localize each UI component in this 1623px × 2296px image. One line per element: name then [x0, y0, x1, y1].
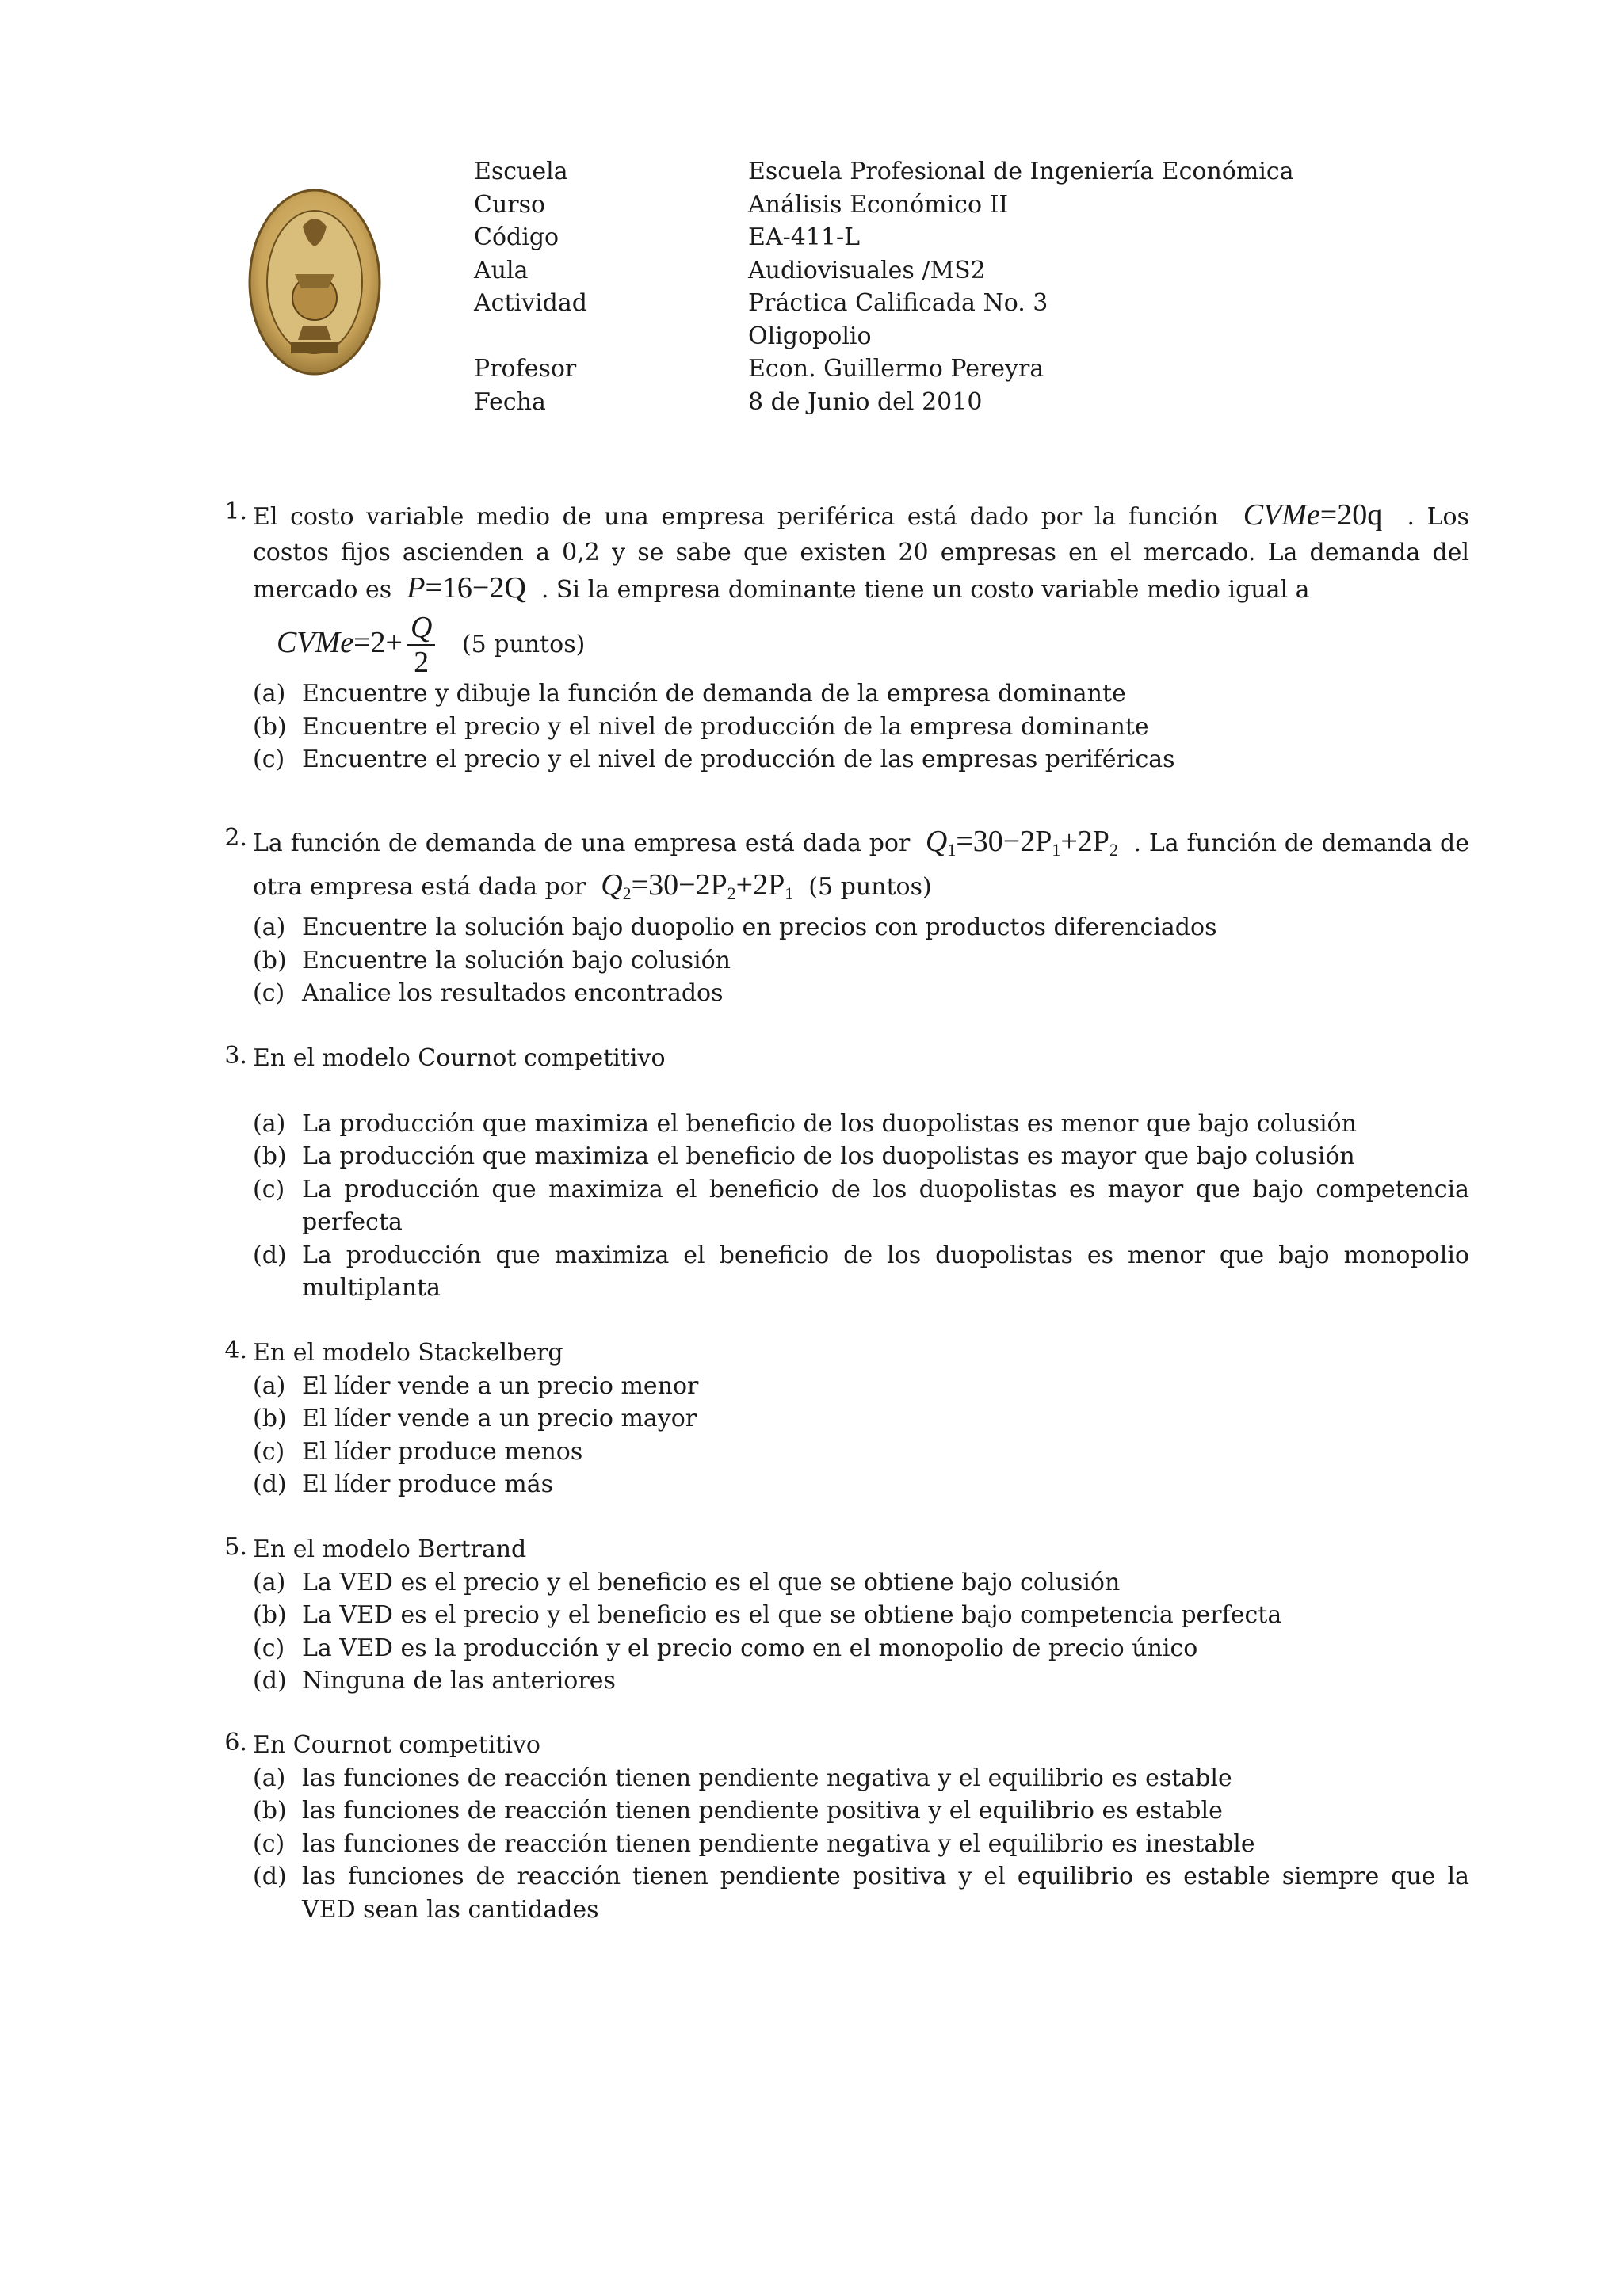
header-row [474, 221, 1294, 254]
option-item [253, 1828, 1469, 1861]
header-row [474, 353, 1294, 386]
option-item [253, 1632, 1469, 1665]
option-label: (d) [253, 1863, 287, 1890]
formula-demand-2: $Q_2=30-2P_2+2P_1$ [601, 868, 794, 903]
option-text: las funciones de reacción tienen pendiente positiva y el equilibrio es estable [302, 1797, 1223, 1825]
header-key: Escuela [474, 158, 568, 185]
options-list [253, 1566, 1469, 1698]
option-label: (b) [253, 1405, 287, 1432]
option-label: (b) [253, 712, 287, 741]
option-text: Encuentre el precio y el nivel de producción de las empresas periféricas [302, 746, 1175, 773]
option-label: (c) [253, 746, 285, 773]
university-seal-logo [247, 187, 382, 377]
question-3 [208, 1042, 1469, 1305]
option-label: (c) [253, 979, 285, 1007]
option-item [253, 677, 1469, 711]
option-text: Ninguna de las anteriores [302, 1667, 616, 1695]
question-6 [208, 1729, 1469, 1926]
option-item [253, 1140, 1469, 1173]
header-row [474, 189, 1294, 222]
formula-line [253, 612, 1469, 677]
question-number: 5. [224, 1533, 247, 1561]
option-item [253, 1665, 1469, 1698]
header-value: Econ. Guillermo Pereyra [748, 355, 1044, 383]
option-item [253, 1402, 1469, 1436]
option-text: El líder produce menos [302, 1437, 583, 1466]
option-text: La VED es el precio y el beneficio es el que se obtiene bajo competencia perfecta [302, 1601, 1282, 1629]
formula-demand-1: $Q_1=30-2P_1+2P_2$ [925, 825, 1118, 860]
question-number: 2. [224, 824, 247, 852]
question-text: En Cournot competitivo [253, 1731, 540, 1759]
header-row [474, 287, 1294, 320]
option-label: (b) [253, 946, 287, 974]
option-text: Encuentre la solución bajo colusión [302, 946, 731, 974]
option-label: (a) [253, 1371, 286, 1400]
option-text: las funciones de reacción tienen pendiente negativa y el equilibrio es inestable [302, 1829, 1255, 1858]
option-item [253, 743, 1469, 776]
option-label: (a) [253, 1764, 286, 1792]
option-label: (a) [253, 913, 286, 941]
option-item [253, 1762, 1469, 1795]
header-value: Escuela Profesional de Ingeniería Económica [748, 158, 1294, 185]
option-item [253, 1599, 1469, 1632]
option-label: (c) [253, 1175, 285, 1203]
header-value: EA-411-L [748, 223, 861, 251]
question-text-part: La función de demanda de una empresa está dada por [253, 830, 911, 857]
option-text: La producción que maximiza el beneficio de los duopolistas es menor que bajo colusión [302, 1109, 1357, 1138]
header-row [474, 254, 1294, 288]
option-label: (a) [253, 1109, 286, 1138]
header-row [474, 155, 1294, 189]
header-key: Actividad [474, 289, 587, 317]
question-text-part: El costo variable medio de una empresa periférica está dado por la función [253, 503, 1219, 531]
option-text: La VED es la producción y el precio como en el monopolio de precio único [302, 1634, 1198, 1662]
option-label: (d) [253, 1667, 287, 1695]
question-number: 4. [224, 1337, 247, 1364]
option-label: (a) [253, 680, 286, 707]
options-list [253, 1108, 1469, 1305]
options-list [253, 911, 1469, 1010]
question-text: En el modelo Cournot competitivo [253, 1044, 666, 1072]
question-number: 1. [224, 498, 247, 525]
question-text: En el modelo Stackelberg [253, 1339, 563, 1367]
option-text: El líder vende a un precio mayor [302, 1405, 697, 1432]
option-item [253, 711, 1469, 744]
header-key: Aula [474, 256, 529, 284]
option-text: Encuentre y dibuje la función de demanda de la empresa dominante [302, 680, 1126, 707]
formula-demand: P=16−2Q [407, 571, 526, 605]
option-text: La producción que maximiza el beneficio de los duopolistas es menor que bajo monopolio multiplanta [302, 1241, 1469, 1302]
question-text [253, 498, 1469, 608]
option-text: La VED es el precio y el beneficio es el que se obtiene bajo colusión [302, 1568, 1121, 1596]
option-item [253, 1108, 1469, 1141]
option-item [253, 1794, 1469, 1828]
option-item [253, 977, 1469, 1010]
option-item [253, 1173, 1469, 1239]
option-item [253, 1860, 1469, 1926]
option-item [253, 1436, 1469, 1469]
option-text: Analice los resultados encontrados [302, 979, 724, 1007]
option-text: Encuentre el precio y el nivel de producción de la empresa dominante [302, 712, 1149, 741]
question-text-part: . La función de demanda de otra empresa está dada por [253, 830, 1470, 901]
header-value: Análisis Económico II [748, 190, 1009, 219]
option-label: (b) [253, 1142, 287, 1170]
options-list [253, 1762, 1469, 1927]
question-points: (5 puntos) [461, 630, 586, 658]
header-key: Profesor [474, 355, 577, 383]
option-item [253, 944, 1469, 978]
option-label: (b) [253, 1797, 287, 1825]
option-text: las funciones de reacción tienen pendiente positiva y el equilibrio es estable siempre que la VED sean las cantidades [302, 1863, 1469, 1924]
option-text: las funciones de reacción tienen pendiente negativa y el equilibrio es estable [302, 1764, 1232, 1792]
question-2 [208, 824, 1469, 1010]
option-item [253, 1468, 1469, 1501]
option-label: (b) [253, 1601, 287, 1629]
option-item [253, 911, 1469, 944]
option-item [253, 1239, 1469, 1305]
question-4 [208, 1337, 1469, 1501]
options-list [253, 677, 1469, 776]
course-info-table [474, 155, 1294, 418]
option-item [253, 1566, 1469, 1600]
option-label: (c) [253, 1829, 285, 1858]
option-text: El líder vende a un precio menor [302, 1371, 699, 1400]
formula-cvme-periferica: CVMe=20q [1243, 498, 1383, 532]
header-value: Oligopolio [748, 322, 872, 350]
question-text [253, 824, 1469, 911]
formula-cvme-dominante: CVMe=2+ $\frac{Q}{2}$ [277, 626, 440, 659]
option-text: Encuentre la solución bajo duopolio en precios con productos diferenciados [302, 913, 1217, 941]
header-value: 8 de Junio del 2010 [748, 387, 983, 416]
header-key: Código [474, 223, 559, 251]
header-key: Fecha [474, 387, 546, 416]
option-label: (d) [253, 1241, 287, 1269]
header-row [474, 320, 1294, 353]
question-text: En el modelo Bertrand [253, 1535, 527, 1563]
options-list [253, 1370, 1469, 1501]
option-label: (c) [253, 1634, 285, 1662]
question-text-part: . Si la empresa dominante tiene un costo variable medio igual a [540, 576, 1310, 604]
question-text-part: . Los costos fijos ascienden a 0,2 y se sabe que existen 20 empresas en el mercado. La demanda del mercado es [253, 503, 1470, 604]
option-text: La producción que maximiza el beneficio de los duopolistas es mayor que bajo colusión [302, 1142, 1355, 1170]
header-value: Audiovisuales /MS2 [748, 256, 986, 284]
header-key: Curso [474, 190, 546, 219]
question-5 [208, 1533, 1469, 1698]
question-1 [208, 498, 1469, 776]
header-value: Práctica Calificada No. 3 [748, 289, 1048, 317]
question-points: (5 puntos) [808, 873, 932, 901]
option-label: (d) [253, 1470, 287, 1498]
header-row [474, 386, 1294, 419]
option-text: La producción que maximiza el beneficio de los duopolistas es mayor que bajo competencia perfecta [302, 1175, 1469, 1236]
option-label: (c) [253, 1437, 285, 1466]
question-number: 6. [224, 1729, 247, 1756]
option-text: El líder produce más [302, 1470, 554, 1498]
header-key [474, 320, 748, 353]
option-label: (a) [253, 1568, 286, 1596]
question-number: 3. [224, 1042, 247, 1070]
option-item [253, 1370, 1469, 1403]
